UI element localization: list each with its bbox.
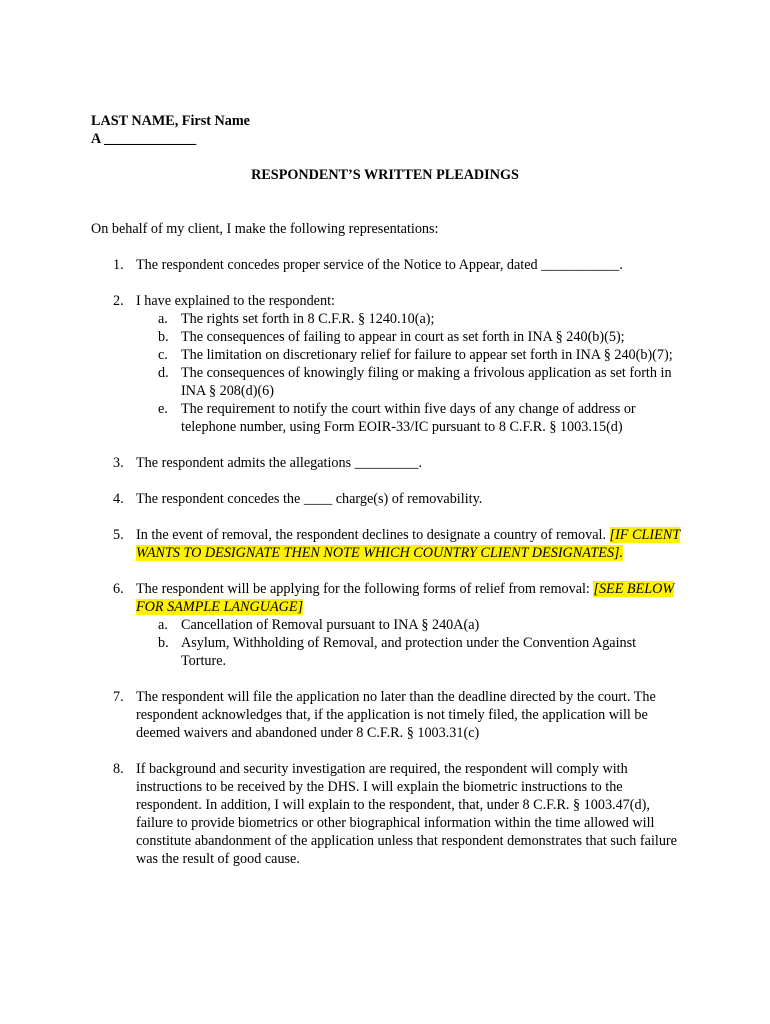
pleading-item-2 [91,292,681,436]
sub-item [136,634,681,670]
sub-item [136,364,681,400]
sub-item [136,400,681,436]
pleading-item-6 [91,580,681,670]
item-text: The respondent admits the allegations _________. [136,455,423,471]
sub-letter: a. [158,617,168,633]
sub-list [136,616,681,670]
sub-letter: d. [158,365,169,381]
pleadings-list [91,256,681,886]
a-number: A _____________ [91,131,197,147]
sub-letter: c. [158,347,168,363]
respondent-name: LAST NAME, First Name [91,113,250,129]
sub-text: The consequences of knowingly filing or making a frivolous application as set forth in INA § 208(d)(6) [181,365,672,399]
pleading-item-4 [91,490,681,508]
sub-text: The limitation on discretionary relief for failure to appear set forth in INA § 240(b)(7); [181,347,673,363]
sub-item [136,616,681,634]
sub-letter: b. [158,329,169,345]
pleading-item-1 [91,256,681,274]
item-text: If background and security investigation are required, the respondent will comply with instructions to be received by the DHS. I will explain the biometric instructions to the respondent. In addition, I will explain to the respondent, that, under 8 C.F.R. § 1003.47(d), failure to provide biometrics or other biographical information within the time allowed will constitute abandonment of the application unless that respondent demonstrates that such failure was the result of good cause. [136,761,677,867]
item-number: 1. [113,257,124,273]
pleading-item-3 [91,454,681,472]
sub-text: Asylum, Withholding of Removal, and protection under the Convention Against Torture. [181,635,637,669]
item-number: 3. [113,455,124,471]
sub-letter: e. [158,401,168,417]
item-number: 7. [113,689,124,705]
item-number: 2. [113,293,124,309]
item-text: The respondent will file the application no later than the deadline directed by the court. The respondent acknowledges that, if the application is not timely filed, the application will be deemed waivers and abandoned under 8 C.F.R. § 1003.31(c) [136,689,656,741]
item-text: I have explained to the respondent: [136,293,335,309]
sub-item [136,328,681,346]
item-number: 8. [113,761,124,777]
highlighted-note: [SEE BELOW FOR SAMPLE LANGUAGE] [136,581,675,615]
item-number: 6. [113,581,124,597]
item-number: 5. [113,527,124,543]
sub-text: The requirement to notify the court within five days of any change of address or telephone number, using Form EOIR-33/IC pursuant to 8 C.F.R. § 1003.15(d) [181,401,636,435]
highlighted-note: [IF CLIENT WANTS TO DESIGNATE THEN NOTE WHICH COUNTRY CLIENT DESIGNATES]. [136,527,681,561]
sub-letter: a. [158,311,168,327]
item-text: The respondent will be applying for the following forms of relief from removal: [136,581,594,597]
sub-list [136,310,681,436]
intro-paragraph: On behalf of my client, I make the following representations: [91,221,439,237]
item-text: The respondent concedes proper service of the Notice to Appear, dated ___________. [136,257,623,273]
item-text: In the event of removal, the respondent declines to designate a country of removal. [136,527,610,543]
sub-text: Cancellation of Removal pursuant to INA § 240A(a) [181,617,480,633]
sub-item [136,346,681,364]
sub-text: The rights set forth in 8 C.F.R. § 1240.10(a); [181,311,435,327]
document-title: RESPONDENT’S WRITTEN PLEADINGS [251,167,519,183]
pleading-item-5 [91,526,681,562]
pleading-item-8 [91,760,681,868]
sub-text: The consequences of failing to appear in court as set forth in INA § 240(b)(5); [181,329,625,345]
pleading-item-7 [91,688,681,742]
item-text: The respondent concedes the ____ charge(s) of removability. [136,491,483,507]
sub-item [136,310,681,328]
item-number: 4. [113,491,124,507]
sub-letter: b. [158,635,169,651]
